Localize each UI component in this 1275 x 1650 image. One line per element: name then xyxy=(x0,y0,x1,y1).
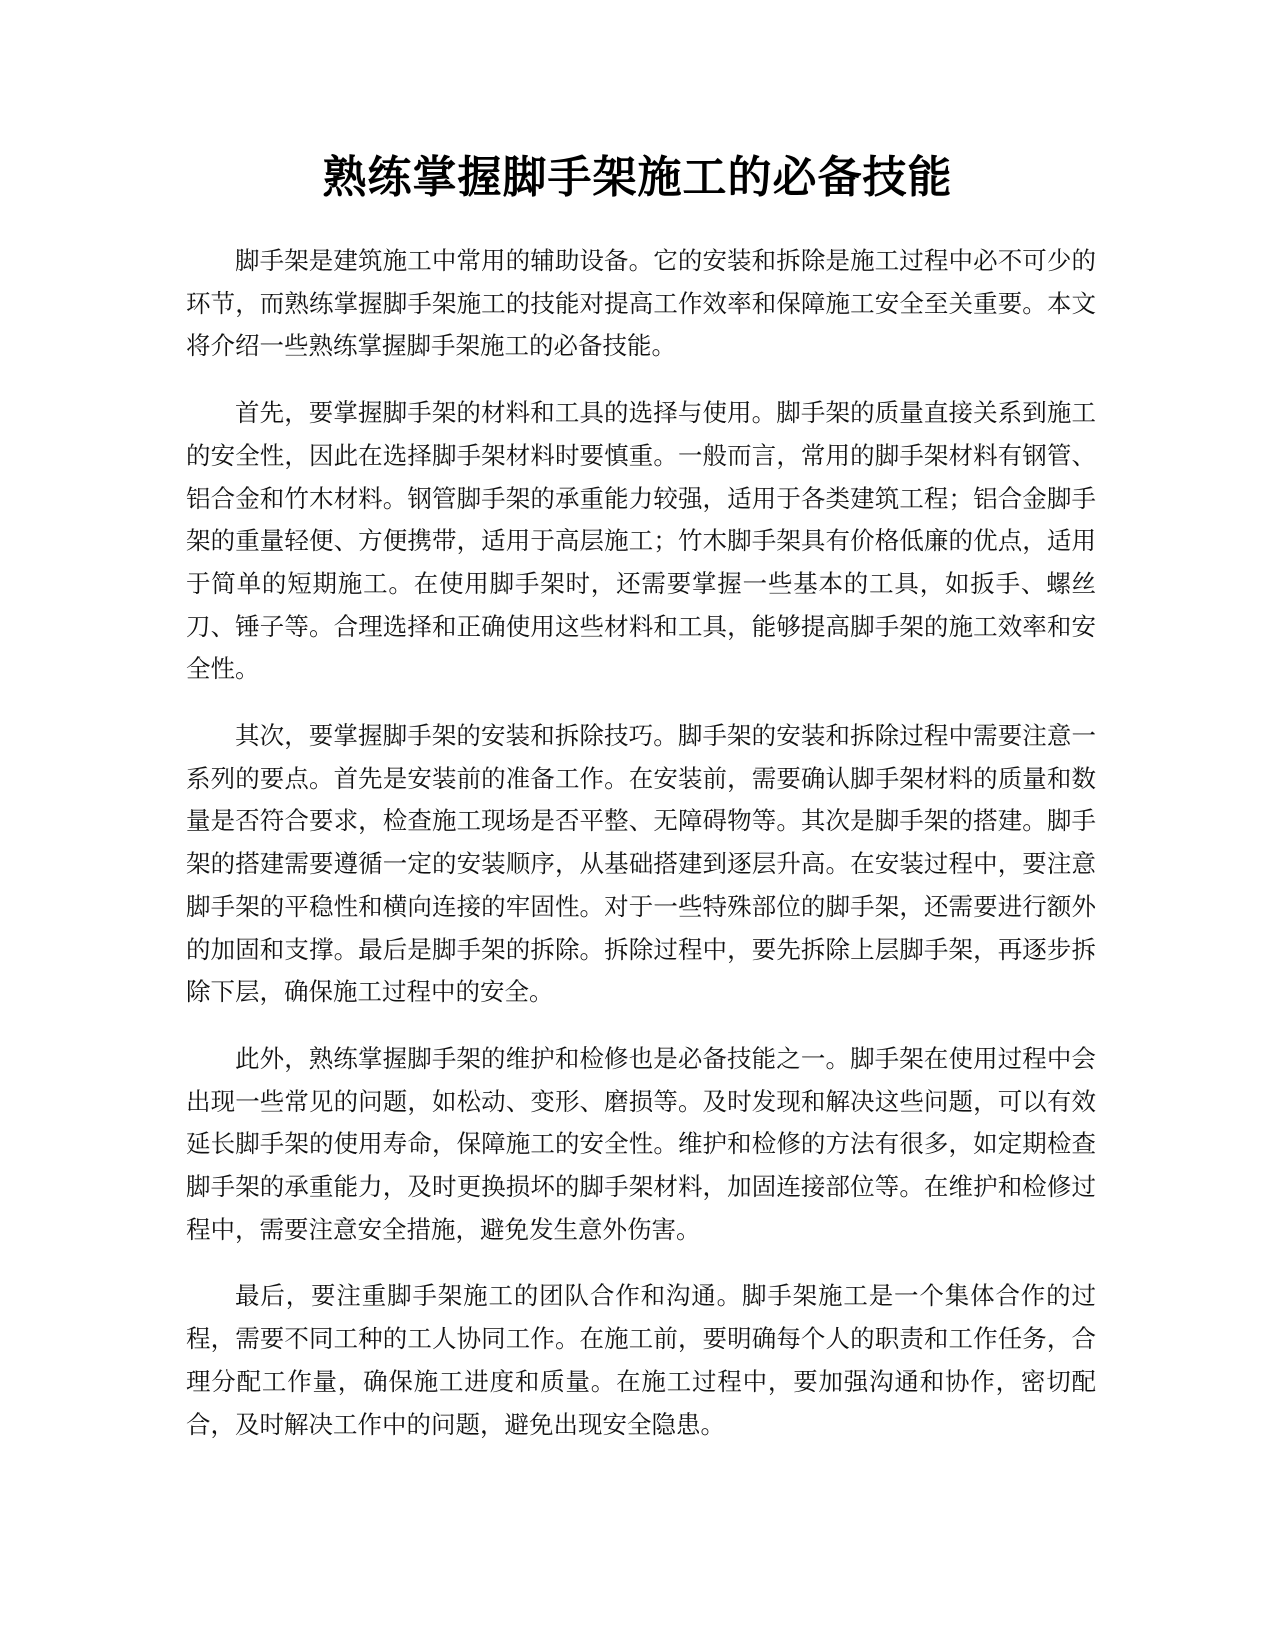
paragraph-teamwork: 最后，要注重脚手架施工的团队合作和沟通。脚手架施工是一个集体合作的过程，需要不同工种的工人协同工作。在施工前，要明确每个人的职责和工作任务，合理分配工作量，确保施工进度和质量。在施工过程中，要加强沟通和协作，密切配合，及时解决工作中的问题，避免出现安全隐患。 xyxy=(186,1281,1096,1439)
paragraph-installation-and-removal: 其次，要掌握脚手架的安装和拆除技巧。脚手架的安装和拆除过程中需要注意一系列的要点。首先是安装前的准备工作。在安装前，需要确认脚手架材料的质量和数量是否符合要求，检查施工现场是否平整、无障碍物等。其次是脚手架的搭建。脚手架的搭建需要遵循一定的安装顺序，从基础搭建到逐层升高。在安装过程中，要注意脚手架的平稳性和横向连接的牢固性。对于一些特殊部位的脚手架，还需要进行额外的加固和支撑。最后是脚手架的拆除。拆除过程中，要先拆除上层脚手架，再逐步拆除下层，确保施工过程中的安全。 xyxy=(186,721,1096,1007)
document-body xyxy=(186,240,1096,1470)
paragraph-maintenance: 此外，熟练掌握脚手架的维护和检修也是必备技能之一。脚手架在使用过程中会出现一些常见的问题，如松动、变形、磨损等。及时发现和解决这些问题，可以有效延长脚手架的使用寿命，保障施工的安全性。维护和检修的方法有很多，如定期检查脚手架的承重能力，及时更换损坏的脚手架材料，加固连接部位等。在维护和检修过程中，需要注意安全措施，避免发生意外伤害。 xyxy=(186,1043,1096,1244)
paragraph-materials-and-tools: 首先，要掌握脚手架的材料和工具的选择与使用。脚手架的质量直接关系到施工的安全性，因此在选择脚手架材料时要慎重。一般而言，常用的脚手架材料有钢管、铝合金和竹木材料。钢管脚手架的承重能力较强，适用于各类建筑工程；铝合金脚手架的重量轻便、方便携带，适用于高层施工；竹木脚手架具有价格低廉的优点，适用于简单的短期施工。在使用脚手架时，还需要掌握一些基本的工具，如扳手、螺丝刀、锤子等。合理选择和正确使用这些材料和工具，能够提高脚手架的施工效率和安全性。 xyxy=(186,398,1096,684)
paragraph-intro: 脚手架是建筑施工中常用的辅助设备。它的安装和拆除是施工过程中必不可少的环节，而熟练掌握脚手架施工的技能对提高工作效率和保障施工安全至关重要。本文将介绍一些熟练掌握脚手架施工的必备技能。 xyxy=(186,246,1096,361)
document-title: 熟练掌握脚手架施工的必备技能 xyxy=(322,152,953,203)
